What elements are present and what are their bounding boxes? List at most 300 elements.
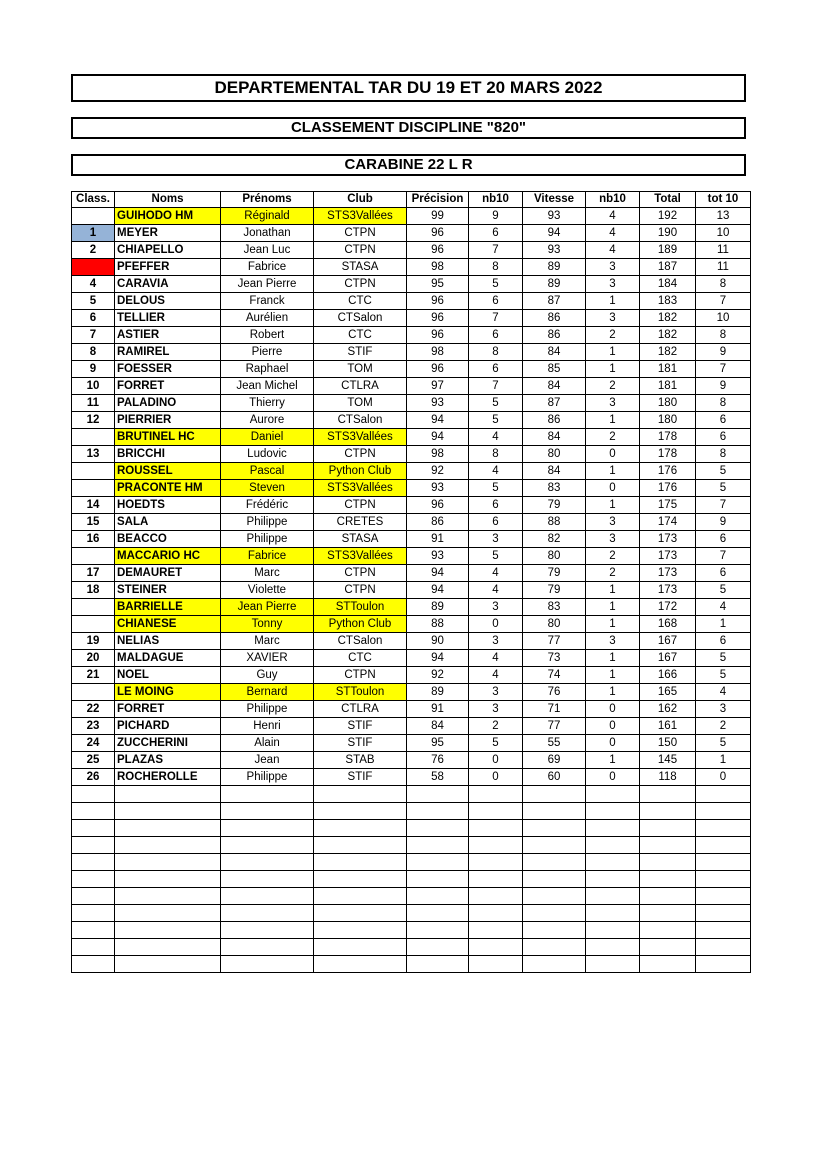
total-cell: 190	[640, 225, 696, 242]
empty-cell	[407, 922, 469, 939]
firstname-cell: Franck	[221, 293, 314, 310]
firstname-cell: Guy	[221, 667, 314, 684]
precision-cell: 98	[407, 344, 469, 361]
name-cell: ASTIER	[115, 327, 221, 344]
name-cell: ROUSSEL	[115, 463, 221, 480]
firstname-cell: Violette	[221, 582, 314, 599]
nb10-precision-cell: 6	[469, 293, 523, 310]
empty-cell	[586, 803, 640, 820]
firstname-cell: Robert	[221, 327, 314, 344]
club-cell: Python Club	[314, 616, 407, 633]
tot10-cell: 5	[696, 463, 751, 480]
table-row	[72, 327, 751, 344]
name-cell: ZUCCHERINI	[115, 735, 221, 752]
empty-cell	[523, 854, 586, 871]
precision-cell: 99	[407, 208, 469, 225]
tot10-cell: 9	[696, 344, 751, 361]
total-cell: 180	[640, 395, 696, 412]
col-header-precision: Précision	[407, 192, 469, 208]
table-header-row	[72, 192, 751, 208]
empty-cell	[115, 854, 221, 871]
nb10-precision-cell: 3	[469, 684, 523, 701]
class-cell: 19	[72, 633, 115, 650]
empty-cell	[696, 939, 751, 956]
firstname-cell: Jean Michel	[221, 378, 314, 395]
class-cell: 9	[72, 361, 115, 378]
club-cell: STIF	[314, 735, 407, 752]
empty-cell	[72, 820, 115, 837]
class-cell: 23	[72, 718, 115, 735]
empty-cell	[115, 939, 221, 956]
total-cell: 182	[640, 344, 696, 361]
empty-cell	[586, 939, 640, 956]
vitesse-cell: 85	[523, 361, 586, 378]
precision-cell: 94	[407, 650, 469, 667]
tot10-cell: 5	[696, 650, 751, 667]
club-cell: CRETES	[314, 514, 407, 531]
nb10-precision-cell: 8	[469, 446, 523, 463]
nb10-precision-cell: 5	[469, 735, 523, 752]
tot10-cell: 8	[696, 327, 751, 344]
vitesse-cell: 94	[523, 225, 586, 242]
empty-cell	[407, 837, 469, 854]
empty-cell	[407, 871, 469, 888]
empty-cell	[696, 905, 751, 922]
class-cell: 5	[72, 293, 115, 310]
tot10-cell: 11	[696, 242, 751, 259]
club-cell: CTSalon	[314, 633, 407, 650]
tot10-cell: 11	[696, 259, 751, 276]
precision-cell: 96	[407, 225, 469, 242]
empty-cell	[115, 956, 221, 973]
class-cell: 2	[72, 242, 115, 259]
club-cell: CTC	[314, 650, 407, 667]
empty-cell	[640, 956, 696, 973]
firstname-cell: Steven	[221, 480, 314, 497]
firstname-cell: Philippe	[221, 701, 314, 718]
total-cell: 166	[640, 667, 696, 684]
precision-cell: 95	[407, 735, 469, 752]
tot10-cell: 0	[696, 769, 751, 786]
firstname-cell: Tonny	[221, 616, 314, 633]
nb10-precision-cell: 4	[469, 463, 523, 480]
class-cell: 6	[72, 310, 115, 327]
nb10-precision-cell: 5	[469, 395, 523, 412]
firstname-cell: Henri	[221, 718, 314, 735]
tot10-cell: 9	[696, 378, 751, 395]
precision-cell: 98	[407, 259, 469, 276]
name-cell: SALA	[115, 514, 221, 531]
empty-cell	[407, 939, 469, 956]
vitesse-cell: 84	[523, 463, 586, 480]
empty-cell	[523, 786, 586, 803]
empty-cell	[314, 803, 407, 820]
empty-cell	[407, 854, 469, 871]
vitesse-cell: 55	[523, 735, 586, 752]
nb10-vitesse-cell: 3	[586, 276, 640, 293]
name-cell: FORRET	[115, 378, 221, 395]
nb10-precision-cell: 9	[469, 208, 523, 225]
vitesse-cell: 77	[523, 633, 586, 650]
precision-cell: 90	[407, 633, 469, 650]
empty-cell	[221, 854, 314, 871]
empty-cell	[586, 820, 640, 837]
vitesse-cell: 93	[523, 208, 586, 225]
nb10-precision-cell: 7	[469, 310, 523, 327]
table-row	[72, 582, 751, 599]
club-cell: Python Club	[314, 463, 407, 480]
precision-cell: 58	[407, 769, 469, 786]
empty-row	[72, 888, 751, 905]
empty-cell	[523, 956, 586, 973]
empty-cell	[115, 888, 221, 905]
club-cell: STAB	[314, 752, 407, 769]
empty-cell	[696, 956, 751, 973]
empty-cell	[523, 905, 586, 922]
precision-cell: 94	[407, 429, 469, 446]
nb10-vitesse-cell: 1	[586, 667, 640, 684]
total-cell: 187	[640, 259, 696, 276]
total-cell: 173	[640, 548, 696, 565]
nb10-precision-cell: 6	[469, 497, 523, 514]
empty-cell	[523, 922, 586, 939]
vitesse-cell: 79	[523, 565, 586, 582]
nb10-precision-cell: 7	[469, 378, 523, 395]
firstname-cell: Fabrice	[221, 259, 314, 276]
precision-cell: 91	[407, 531, 469, 548]
nb10-vitesse-cell: 3	[586, 514, 640, 531]
vitesse-cell: 87	[523, 293, 586, 310]
nb10-precision-cell: 5	[469, 276, 523, 293]
vitesse-cell: 86	[523, 327, 586, 344]
name-cell: DELOUS	[115, 293, 221, 310]
nb10-vitesse-cell: 1	[586, 412, 640, 429]
club-cell: STS3Vallées	[314, 480, 407, 497]
nb10-vitesse-cell: 0	[586, 718, 640, 735]
col-header-noms: Noms	[115, 192, 221, 208]
table-row	[72, 650, 751, 667]
total-cell: 189	[640, 242, 696, 259]
name-cell: NOEL	[115, 667, 221, 684]
vitesse-cell: 79	[523, 582, 586, 599]
empty-cell	[523, 871, 586, 888]
precision-cell: 94	[407, 582, 469, 599]
nb10-vitesse-cell: 4	[586, 242, 640, 259]
club-cell: STS3Vallées	[314, 208, 407, 225]
class-cell	[72, 616, 115, 633]
empty-cell	[72, 871, 115, 888]
col-header-nb10-vitesse: nb10	[586, 192, 640, 208]
precision-cell: 94	[407, 412, 469, 429]
empty-row	[72, 803, 751, 820]
firstname-cell: Jean	[221, 752, 314, 769]
class-cell: 4	[72, 276, 115, 293]
name-cell: PIERRIER	[115, 412, 221, 429]
empty-row	[72, 786, 751, 803]
empty-row	[72, 939, 751, 956]
total-cell: 175	[640, 497, 696, 514]
nb10-vitesse-cell: 1	[586, 599, 640, 616]
vitesse-cell: 71	[523, 701, 586, 718]
club-cell: CTSalon	[314, 310, 407, 327]
table-row	[72, 599, 751, 616]
precision-cell: 92	[407, 667, 469, 684]
table-row	[72, 514, 751, 531]
nb10-vitesse-cell: 1	[586, 684, 640, 701]
empty-cell	[523, 803, 586, 820]
nb10-precision-cell: 4	[469, 565, 523, 582]
nb10-precision-cell: 5	[469, 412, 523, 429]
col-header-club: Club	[314, 192, 407, 208]
firstname-cell: Réginald	[221, 208, 314, 225]
empty-cell	[115, 786, 221, 803]
class-cell: 21	[72, 667, 115, 684]
col-header-nb10-precision: nb10	[469, 192, 523, 208]
table-row	[72, 701, 751, 718]
tot10-cell: 6	[696, 565, 751, 582]
class-cell: 15	[72, 514, 115, 531]
empty-cell	[314, 837, 407, 854]
nb10-vitesse-cell: 2	[586, 565, 640, 582]
vitesse-cell: 83	[523, 599, 586, 616]
empty-cell	[314, 905, 407, 922]
tot10-cell: 4	[696, 684, 751, 701]
empty-cell	[72, 837, 115, 854]
precision-cell: 96	[407, 242, 469, 259]
nb10-precision-cell: 4	[469, 667, 523, 684]
total-cell: 172	[640, 599, 696, 616]
vitesse-cell: 60	[523, 769, 586, 786]
empty-cell	[696, 786, 751, 803]
nb10-precision-cell: 6	[469, 361, 523, 378]
table-row	[72, 735, 751, 752]
nb10-vitesse-cell: 1	[586, 752, 640, 769]
club-cell: CTC	[314, 327, 407, 344]
name-cell: BRICCHI	[115, 446, 221, 463]
empty-cell	[469, 803, 523, 820]
nb10-precision-cell: 3	[469, 531, 523, 548]
empty-cell	[586, 888, 640, 905]
tot10-cell: 7	[696, 497, 751, 514]
firstname-cell: Philippe	[221, 769, 314, 786]
tot10-cell: 6	[696, 531, 751, 548]
nb10-precision-cell: 0	[469, 769, 523, 786]
total-cell: 181	[640, 361, 696, 378]
empty-cell	[640, 905, 696, 922]
empty-cell	[221, 803, 314, 820]
class-cell: 26	[72, 769, 115, 786]
nb10-vitesse-cell: 1	[586, 344, 640, 361]
table-row	[72, 276, 751, 293]
class-cell: 11	[72, 395, 115, 412]
tot10-cell: 7	[696, 293, 751, 310]
empty-cell	[115, 803, 221, 820]
empty-cell	[72, 786, 115, 803]
name-cell: MEYER	[115, 225, 221, 242]
club-cell: STS3Vallées	[314, 548, 407, 565]
firstname-cell: Thierry	[221, 395, 314, 412]
nb10-precision-cell: 8	[469, 344, 523, 361]
total-cell: 162	[640, 701, 696, 718]
nb10-vitesse-cell: 4	[586, 225, 640, 242]
table-row	[72, 548, 751, 565]
nb10-precision-cell: 4	[469, 582, 523, 599]
nb10-vitesse-cell: 1	[586, 497, 640, 514]
nb10-precision-cell: 6	[469, 514, 523, 531]
vitesse-cell: 69	[523, 752, 586, 769]
precision-cell: 93	[407, 548, 469, 565]
tot10-cell: 8	[696, 446, 751, 463]
precision-cell: 88	[407, 616, 469, 633]
tot10-cell: 4	[696, 599, 751, 616]
nb10-vitesse-cell: 3	[586, 310, 640, 327]
col-header-class: Class.	[72, 192, 115, 208]
empty-cell	[469, 837, 523, 854]
name-cell: HOEDTS	[115, 497, 221, 514]
name-cell: PICHARD	[115, 718, 221, 735]
class-cell: 17	[72, 565, 115, 582]
nb10-vitesse-cell: 2	[586, 548, 640, 565]
empty-cell	[696, 837, 751, 854]
empty-row	[72, 837, 751, 854]
club-cell: STASA	[314, 531, 407, 548]
firstname-cell: Jonathan	[221, 225, 314, 242]
vitesse-cell: 80	[523, 548, 586, 565]
precision-cell: 93	[407, 395, 469, 412]
class-cell: 18	[72, 582, 115, 599]
empty-cell	[314, 939, 407, 956]
nb10-precision-cell: 4	[469, 429, 523, 446]
table-row	[72, 225, 751, 242]
empty-cell	[640, 888, 696, 905]
class-cell: 13	[72, 446, 115, 463]
table-row	[72, 667, 751, 684]
empty-cell	[72, 956, 115, 973]
class-cell	[72, 548, 115, 565]
club-cell: STS3Vallées	[314, 429, 407, 446]
nb10-precision-cell: 6	[469, 225, 523, 242]
total-cell: 178	[640, 446, 696, 463]
category-title: CARABINE 22 L R	[71, 154, 746, 176]
firstname-cell: Philippe	[221, 514, 314, 531]
empty-cell	[72, 905, 115, 922]
precision-cell: 94	[407, 565, 469, 582]
class-cell: 24	[72, 735, 115, 752]
empty-cell	[640, 820, 696, 837]
table-row	[72, 463, 751, 480]
vitesse-cell: 79	[523, 497, 586, 514]
empty-cell	[586, 956, 640, 973]
table-row	[72, 208, 751, 225]
vitesse-cell: 88	[523, 514, 586, 531]
name-cell: DEMAURET	[115, 565, 221, 582]
table-row	[72, 310, 751, 327]
empty-cell	[469, 854, 523, 871]
nb10-precision-cell: 5	[469, 548, 523, 565]
vitesse-cell: 77	[523, 718, 586, 735]
tot10-cell: 6	[696, 412, 751, 429]
vitesse-cell: 80	[523, 616, 586, 633]
club-cell: CTPN	[314, 565, 407, 582]
empty-cell	[640, 803, 696, 820]
vitesse-cell: 93	[523, 242, 586, 259]
class-cell: 7	[72, 327, 115, 344]
empty-cell	[115, 922, 221, 939]
empty-cell	[586, 905, 640, 922]
empty-cell	[407, 820, 469, 837]
vitesse-cell: 87	[523, 395, 586, 412]
name-cell: PFEFFER	[115, 259, 221, 276]
name-cell: MALDAGUE	[115, 650, 221, 667]
club-cell: STIF	[314, 344, 407, 361]
vitesse-cell: 73	[523, 650, 586, 667]
empty-row	[72, 922, 751, 939]
tot10-cell: 13	[696, 208, 751, 225]
nb10-vitesse-cell: 1	[586, 650, 640, 667]
empty-cell	[221, 786, 314, 803]
firstname-cell: Frédéric	[221, 497, 314, 514]
nb10-precision-cell: 8	[469, 259, 523, 276]
precision-cell: 84	[407, 718, 469, 735]
name-cell: PLAZAS	[115, 752, 221, 769]
club-cell: CTLRA	[314, 701, 407, 718]
club-cell: CTPN	[314, 242, 407, 259]
precision-cell: 96	[407, 497, 469, 514]
nb10-precision-cell: 0	[469, 752, 523, 769]
table-row	[72, 259, 751, 276]
nb10-vitesse-cell: 0	[586, 769, 640, 786]
empty-cell	[696, 820, 751, 837]
empty-cell	[469, 905, 523, 922]
empty-cell	[586, 871, 640, 888]
class-cell: 25	[72, 752, 115, 769]
nb10-precision-cell: 3	[469, 599, 523, 616]
empty-cell	[696, 854, 751, 871]
nb10-vitesse-cell: 0	[586, 480, 640, 497]
tot10-cell: 9	[696, 514, 751, 531]
total-cell: 167	[640, 633, 696, 650]
precision-cell: 91	[407, 701, 469, 718]
club-cell: CTPN	[314, 582, 407, 599]
empty-cell	[72, 803, 115, 820]
table-row	[72, 684, 751, 701]
tot10-cell: 10	[696, 225, 751, 242]
empty-cell	[640, 939, 696, 956]
tot10-cell: 6	[696, 429, 751, 446]
name-cell: PRACONTE HM	[115, 480, 221, 497]
vitesse-cell: 84	[523, 378, 586, 395]
firstname-cell: Marc	[221, 633, 314, 650]
name-cell: LE MOING	[115, 684, 221, 701]
tot10-cell: 7	[696, 361, 751, 378]
vitesse-cell: 89	[523, 276, 586, 293]
club-cell: TOM	[314, 361, 407, 378]
nb10-precision-cell: 3	[469, 633, 523, 650]
empty-cell	[469, 871, 523, 888]
name-cell: STEINER	[115, 582, 221, 599]
empty-cell	[314, 888, 407, 905]
empty-cell	[407, 888, 469, 905]
nb10-vitesse-cell: 1	[586, 463, 640, 480]
empty-cell	[469, 956, 523, 973]
nb10-vitesse-cell: 2	[586, 429, 640, 446]
total-cell: 183	[640, 293, 696, 310]
total-cell: 174	[640, 514, 696, 531]
nb10-precision-cell: 2	[469, 718, 523, 735]
class-cell: 22	[72, 701, 115, 718]
empty-cell	[523, 820, 586, 837]
nb10-vitesse-cell: 3	[586, 531, 640, 548]
